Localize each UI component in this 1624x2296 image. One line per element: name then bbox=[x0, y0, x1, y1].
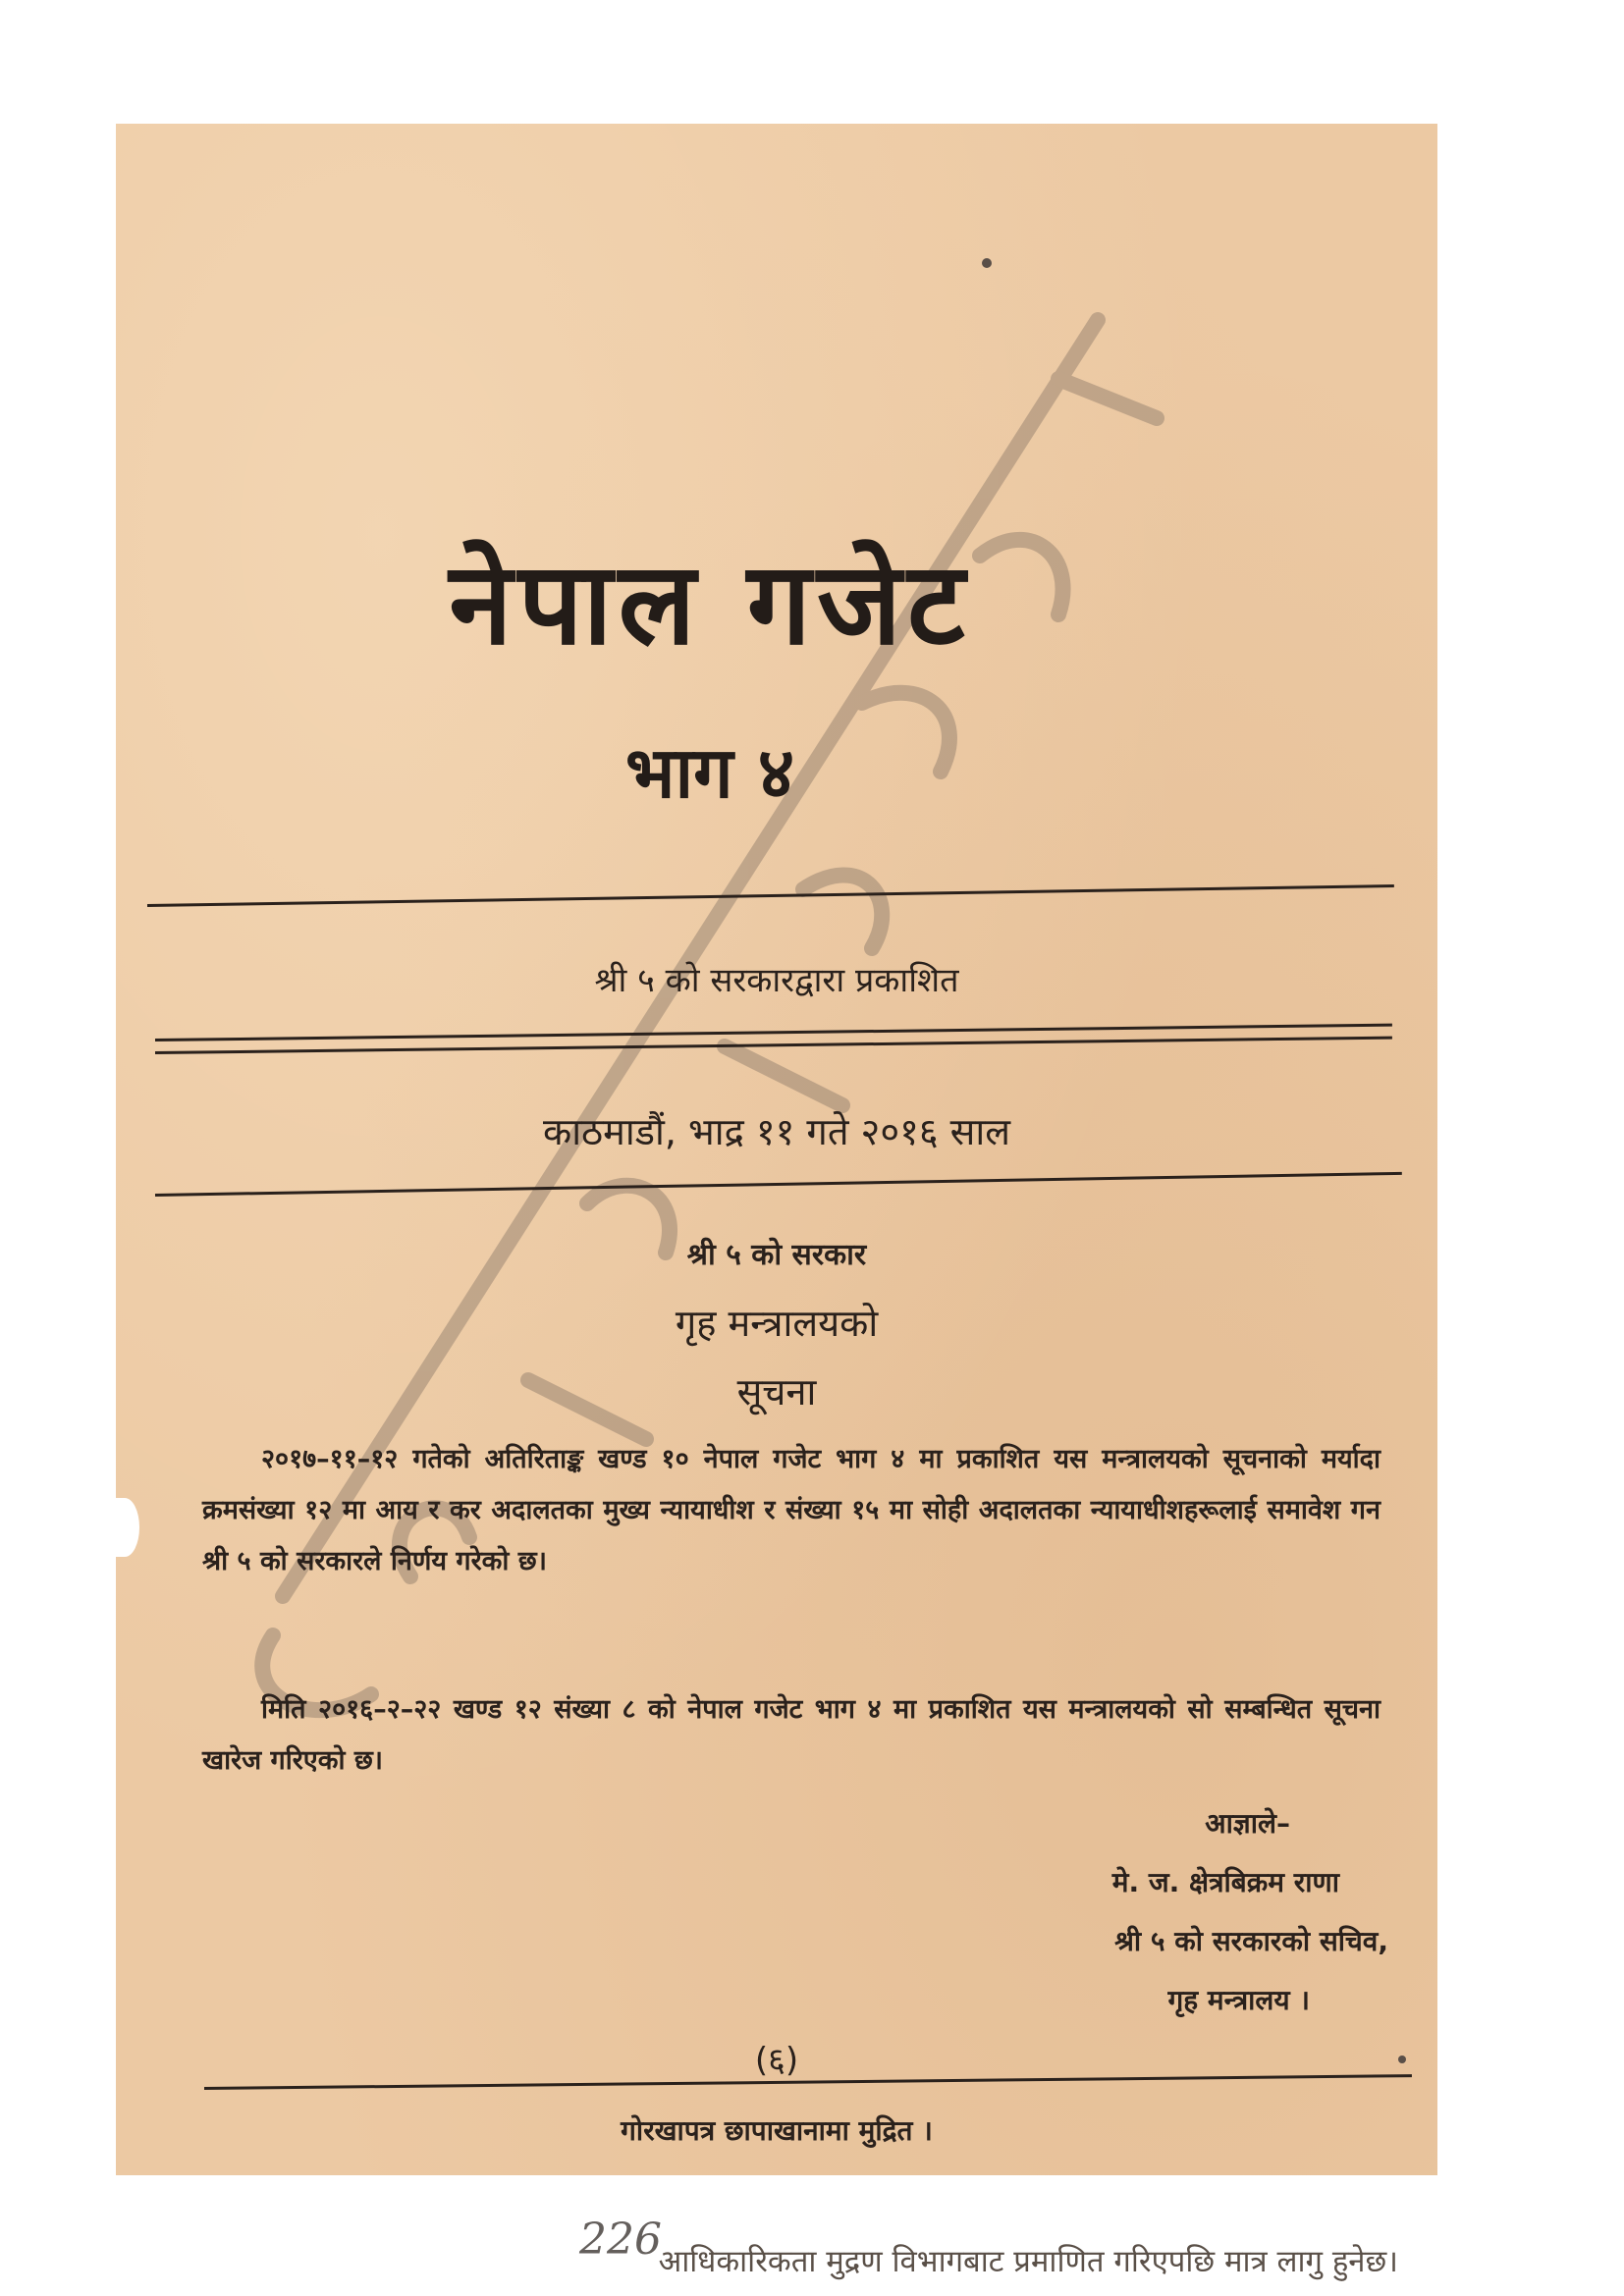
page-number: (६) bbox=[754, 2041, 799, 2080]
gazette-page bbox=[116, 124, 1437, 2279]
footer-note: आधिकारिकता मुद्रण विभागबाट प्रमाणित गरिएपछि मात्र लागु हुनेछ। bbox=[658, 2244, 1398, 2279]
notice-paragraph-2: मिति २०१६–२–२२ खण्ड १२ संख्या ८ को नेपाल गजेट भाग ४ मा प्रकाशित यस मन्त्रालयको सो सम्बन्धित सूचना खारेज गरिएको छ। bbox=[202, 1694, 1380, 1776]
printer-line: गोरखापत्र छापाखानामा मुद्रित । bbox=[621, 2114, 933, 2147]
notice-heading: सूचना bbox=[736, 1370, 817, 1414]
dateline: काठमाडौं, भाद्र ११ गते २०१६ साल bbox=[543, 1110, 1010, 1153]
notice-issuer: श्री ५ को सरकार bbox=[686, 1238, 867, 1272]
ink-speck bbox=[1398, 2056, 1406, 2063]
signature-office: गृह मन्त्रालय । bbox=[1167, 1984, 1310, 2016]
gazette-title: नेपाल गजेट bbox=[449, 538, 971, 670]
signature-name: मे. ज. क्षेत्रबिक्रम राणा bbox=[1111, 1866, 1339, 1898]
signature-by-order: आज्ञाले– bbox=[1205, 1807, 1290, 1840]
notice-paragraph-1: २०१७–११–१२ गतेको अतिरिताङ्क खण्ड १० नेपाल गजेट भाग ४ मा प्रकाशित यस मन्त्रालयको सूचनाको मर्यादा क्रमसंख्या १२ मा आय र कर अदालतका मुख्य न्यायाधीश र संख्या १५ मा सोही अदालतका न्यायाधीशहरूलाई समावेश गन श्री ५ को सरकारले निर्णय गरेको छ। bbox=[202, 1444, 1380, 1576]
signature-designation: श्री ५ को सरकारको सचिव, bbox=[1114, 1925, 1388, 1957]
paper-tear bbox=[110, 1498, 139, 1557]
gazette-part: भाग ४ bbox=[624, 731, 795, 814]
handwritten-number: 226 bbox=[579, 2215, 662, 2265]
ministry-name: गृह मन्त्रालयको bbox=[675, 1302, 879, 1345]
rule-under-date bbox=[155, 1172, 1402, 1197]
publisher-line: श्री ५ को सरकारद्वारा प्रकाशित bbox=[594, 961, 959, 1000]
rule-top bbox=[147, 884, 1394, 907]
